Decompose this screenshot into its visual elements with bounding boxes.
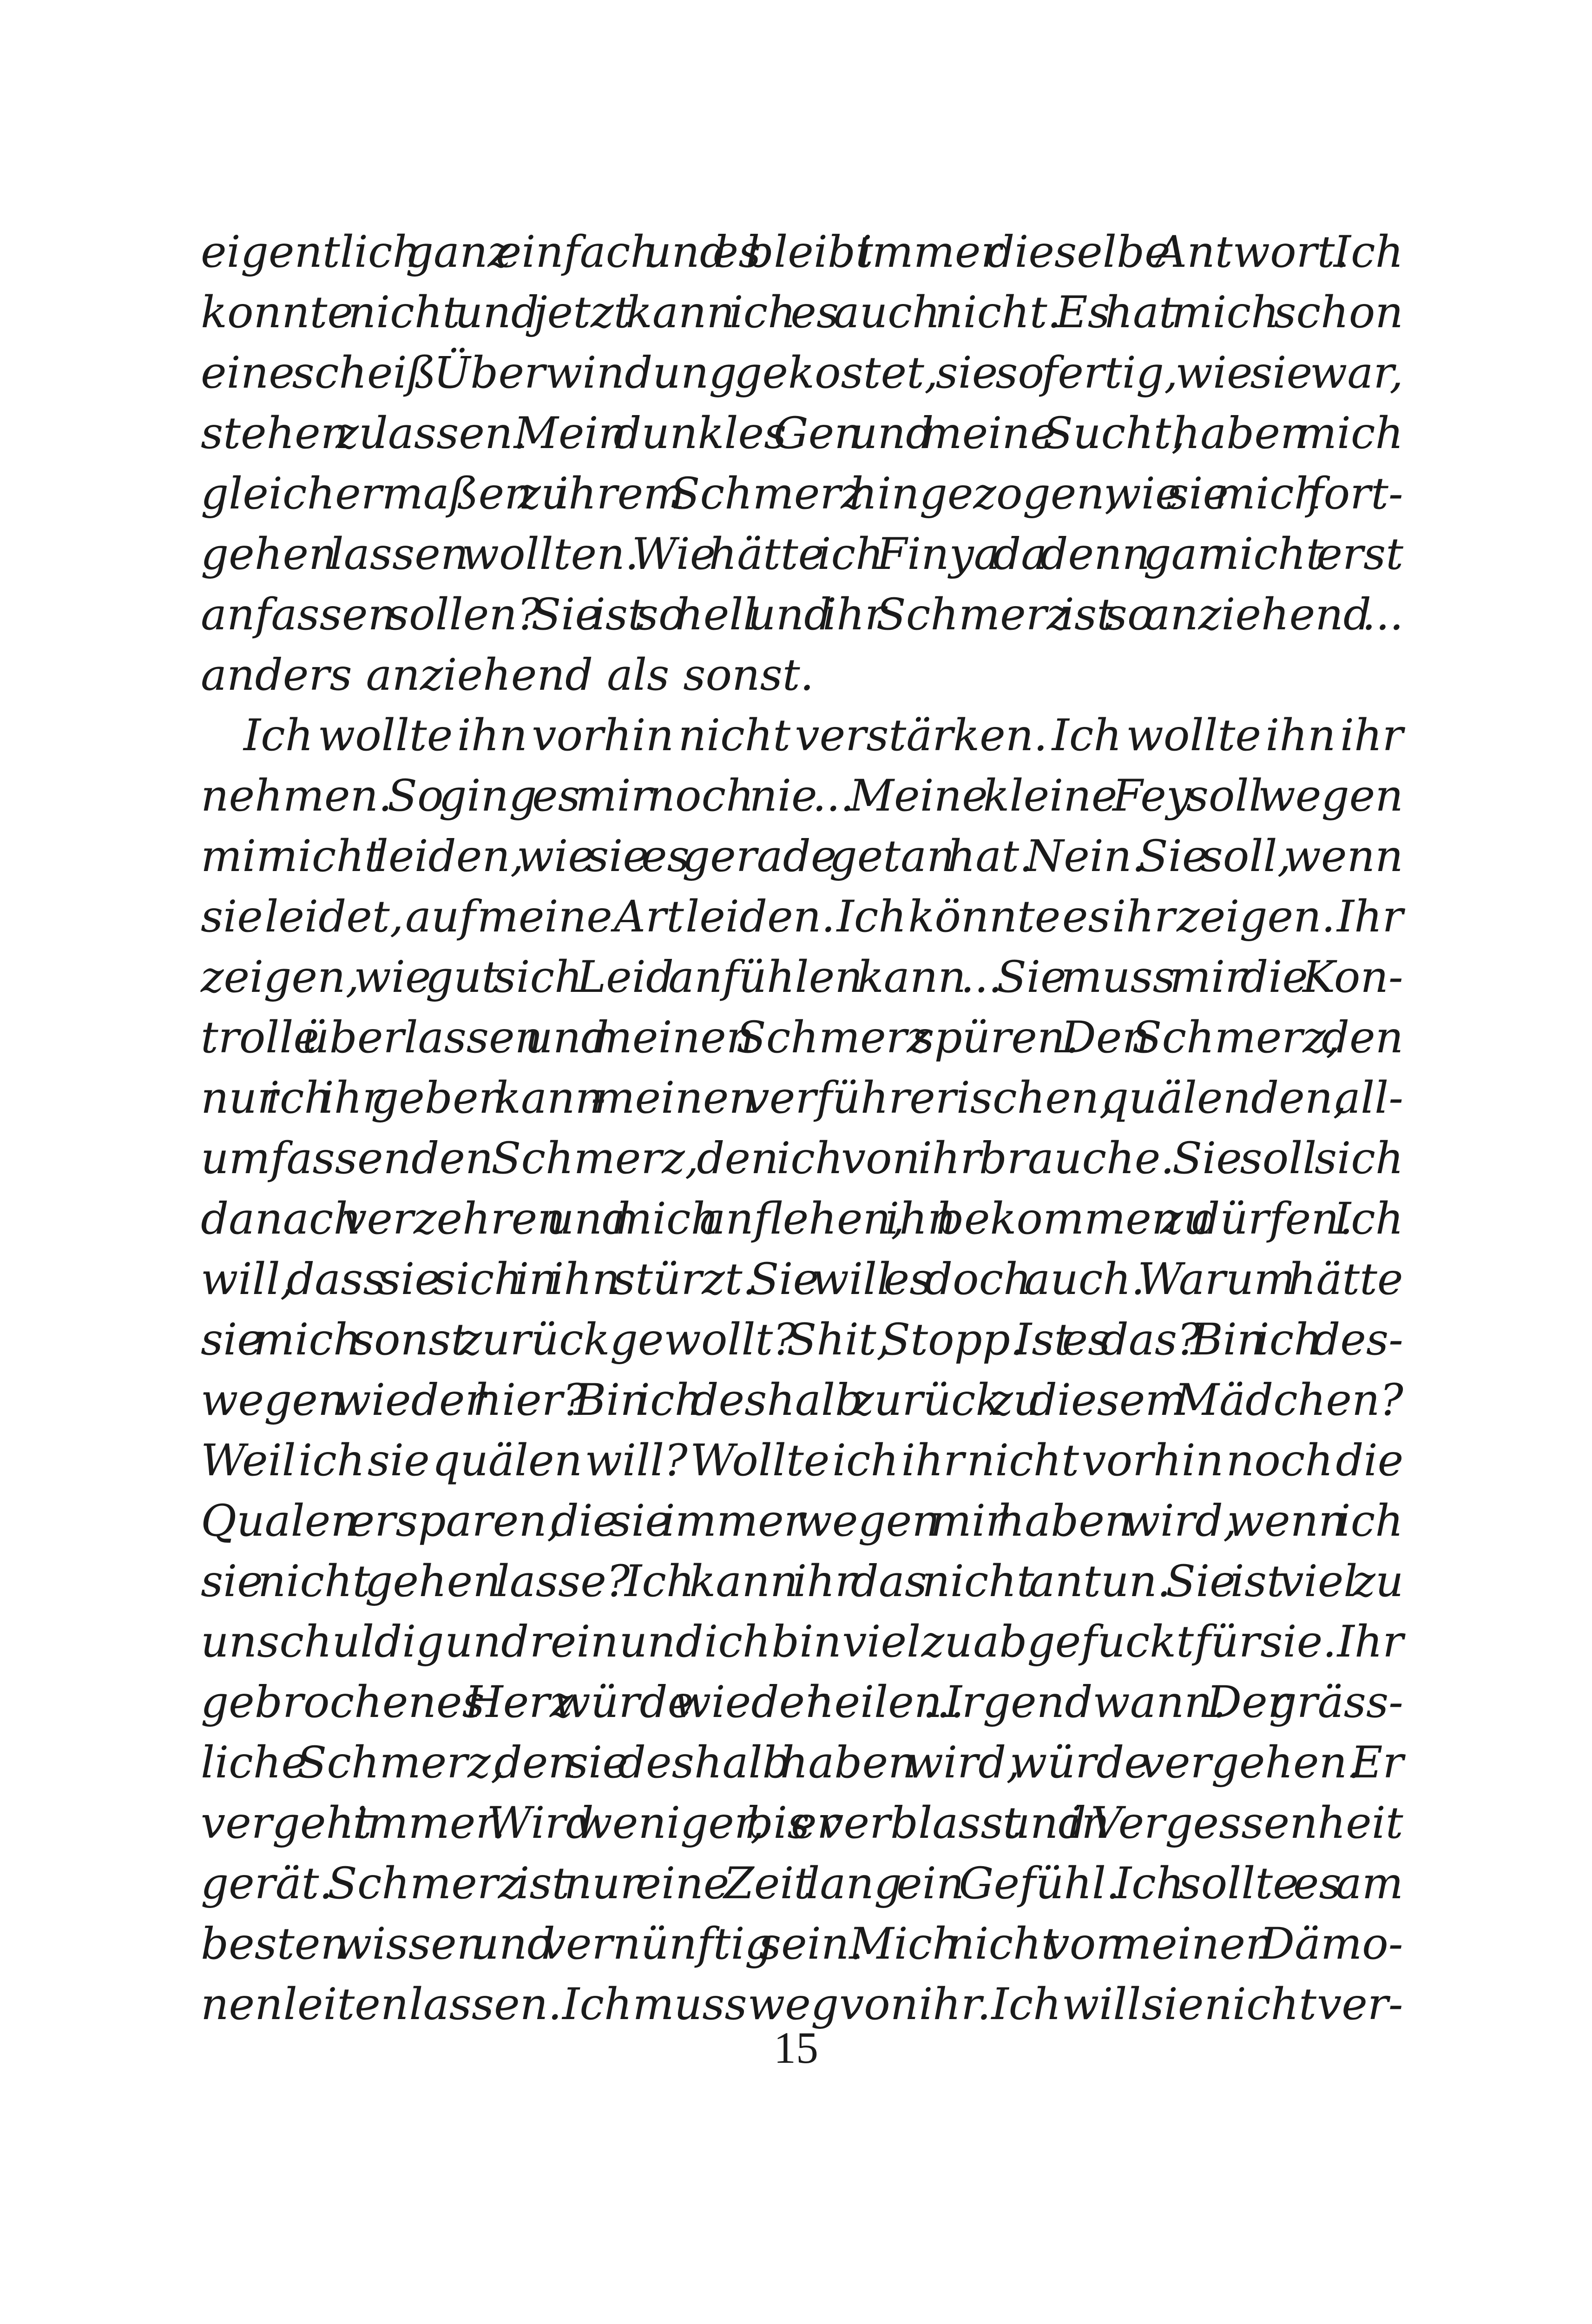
text-line: nehmen. So ging es mir noch nie ... Meine kleine Fey soll wegen bbox=[201, 771, 1403, 821]
text-line: Qualen ersparen, die sie immer wegen mir haben wird, wenn ich bbox=[201, 1496, 1403, 1546]
text-line: zeigen, wie gut sich Leid anfühlen kann ... Sie muss mir die Kon- bbox=[201, 952, 1403, 1003]
text-line: gleichermaßen zu ihrem Schmerz hingezogen, wie sie mich fort- bbox=[201, 469, 1403, 519]
text-line: gehen lassen wollten. Wie hätte ich Finya da denn gar nicht erst bbox=[201, 529, 1403, 580]
text-line: gebrochenes Herz würde wieder heilen ... Irgendwann. Der gräss- bbox=[201, 1677, 1403, 1728]
text-line: stehen zu lassen. Mein dunkles Gen und meine Sucht, haben mich bbox=[201, 408, 1404, 459]
text-line: anfassen sollen? Sie ist so hell und ihr Schmerz ist so anziehend ... bbox=[201, 589, 1404, 640]
text-line: gerät. Schmerz ist nur eine Zeit lang ein Gefühl. Ich sollte es am bbox=[201, 1858, 1403, 1909]
text-line: mir nicht leiden, wie sie es gerade getan hat. Nein. Sie soll, wenn bbox=[201, 831, 1403, 882]
text-line: unschuldig und rein und ich bin viel zu abgefuckt für sie. Ihr bbox=[201, 1617, 1404, 1667]
paragraph-start-line: Ich wollte ihn vorhin nicht verstärken. Ich wollte ihn ihr bbox=[243, 710, 1403, 761]
text-line: vergeht immer. Wird weniger, bis er verblasst und in Vergessenheit bbox=[201, 1798, 1403, 1849]
text-line: Weil ich sie quälen will? Wollte ich ihr nicht vorhin noch die bbox=[201, 1435, 1404, 1486]
text-line: eine scheiß Überwindung gekostet, sie so fertig, wie sie war, bbox=[201, 348, 1403, 398]
text-line: anders anziehend als sonst. bbox=[201, 650, 814, 700]
text-line: besten wissen und vernünftig sein. Mich nicht von meinen Dämo- bbox=[201, 1919, 1403, 1969]
text-line: nur ich ihr geben kann - meinen verführerischen, quälenden, all- bbox=[201, 1073, 1403, 1123]
text-line: will, dass sie sich in ihn stürzt. Sie will es doch auch. Warum hätte bbox=[201, 1254, 1403, 1305]
text-line: sie leidet, auf meine Art leiden. Ich könnte es ihr zeigen. Ihr bbox=[201, 891, 1403, 942]
text-line: liche Schmerz, den sie deshalb haben wird, würde vergehen. Er bbox=[201, 1737, 1404, 1788]
text-line: sie nicht gehen lasse? Ich kann ihr das nicht antun. Sie ist viel zu bbox=[201, 1556, 1404, 1607]
text-line: trolle überlassen und meinen Schmerz spüren. Den Schmerz, den bbox=[201, 1012, 1404, 1063]
text-line: danach verzehren und mich anflehen, ihn bekommen zu dürfen. Ich bbox=[201, 1194, 1404, 1244]
text-line: umfassenden Schmerz, den ich von ihr brauche. Sie soll sich bbox=[201, 1133, 1404, 1184]
text-line: sie mich sonst zurückgewollt? Shit, Stopp. Ist es das? Bin ich des- bbox=[201, 1314, 1403, 1365]
text-line: konnte nicht und jetzt kann ich es auch nicht. Es hat mich schon bbox=[201, 287, 1403, 338]
text-line: nen leiten lassen. Ich muss weg von ihr. Ich will sie nicht ver- bbox=[201, 1979, 1403, 2030]
text-line: eigentlich ganz einfach und es bleibt immer dieselbe Antwort. Ich bbox=[201, 227, 1404, 277]
text-line: wegen wieder hier? Bin ich deshalb zurück zu diesem Mädchen? bbox=[201, 1375, 1403, 1426]
page-number: 15 bbox=[774, 2023, 818, 2073]
